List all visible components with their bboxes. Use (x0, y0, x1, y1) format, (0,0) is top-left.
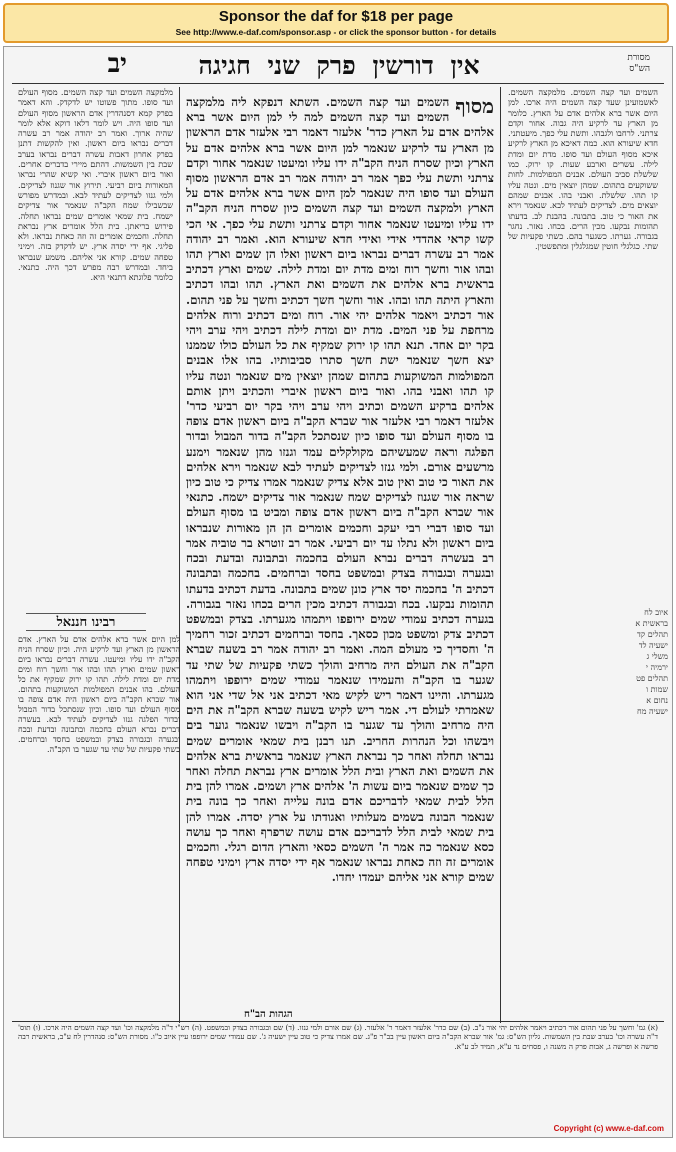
sponsor-banner[interactable] (3, 3, 669, 43)
gemara-first-word: מסוף (455, 95, 494, 118)
footnotes-heading: הגהות הב"ח (244, 1009, 293, 1020)
page-number: יב (107, 49, 127, 79)
masoret-caption: מסורת הש"ס (627, 53, 650, 74)
column-divider-right (500, 87, 501, 1023)
gemara-column (186, 95, 494, 937)
rashi-column: השמים ועד קצה השמים. מלמקצה השמים. לאשמועינן שעד קצה השמים היה ארכו. למן היום אשר ברא אלהים אדם על הארץ. כלומר מן הארץ עד לרקיע היה גבוה. אחור וקדם צרתני. לרחבו ולגבהו. ותשת עלי כפך. מיעטתני. חדא שיעורא הוא. כמה דאיכא מן הארץ לרקיע איכא מסוף העולם ועד סופו. מדת יום ומדת לילה. עשרים וארבע שעות. קו ירוק. כמו שלשלת סביב העולם. אבנים המפולמות. לחות ששוקעים בתהום. שמהן יוצאין מים. ונטה עליו קו תהו. שלשלת. ואבני בהו. אבנים שמהם יוצאים מים. לצדיקים לעתיד לבא. שנאמר וירא את האור כי טוב. בתבונה. בהבנת לב. בדעתו תהומות נבקעו. מכין הרים. בכחו. נאזר. נחגר בגבורה. גערתו. כשגער בהם. כשתי פקעיות של שתי. כגלגלי חוטין שמגלגלין ומתפשטין. (508, 87, 658, 252)
talmud-page (3, 46, 673, 1138)
footnotes: (א) גמ' וחשך על פני תהום אור דכתיב ויאמר אלהים יהי אור נ"ב. (ב) שם כדר' אלעזר דאמר ר' אלעזר. (ג) שם אורם ולמי גנזו. (ד) שם ובגבורה בצדק ובמשפט. (ה) רש"י ד"ה מלמקצה וכו' ועד קצה השמים היה ארכו. (ו) תוס' ד"ה עשרה וכו' בערב שבת בין השמשות. גליון הש"ס: גמ' אור שברא הקב"ה ביום ראשון עיין בב"ר פ"ג. שם אמרו צדיק כי טוב עיין ישעיה ג'. שם עמודי שמים ירופפו עיין איוב כ"ו. מסורת הש"ס: סנהדרין לח ע"ב, בראשית רבה פרשה א ופרשה ג, אבות פרק ה משנה ו, פסחים נד ע"א, תמיד לב ע"א. (18, 1023, 658, 1051)
page-title: אין דורשין פרק שני חגיגה (198, 51, 480, 80)
rabbenu-hananel-title: רבינו חננאל (26, 613, 146, 631)
margin-references: איוב לח בראשית א תהלים קד ישעיה לד משלי ג ירמיה י תהלים פט שמות ו נחום א ישעיה מח (635, 608, 668, 716)
footnotes-rule (12, 1021, 664, 1022)
header-rule (12, 83, 664, 84)
tosafot-column: מלמקצה השמים ועד קצה השמים. מסוף העולם ועד סופו. מתוך פשוטו יש לדקדק. והא דאמר בפרק קמא דסנהדרין אדם הראשון מסוף העולם ועד סופו היה. ויש לומר דלאו דוקא אלא לומר שהיה ארוך. ואמר רב יהודה אמר רב עשרה דברים נבראו ביום ראשון. ואין להקשות דתנן בפרק אחרון דאבות עשרה דברים נבראו בערב שבת בין השמשות. דהתם מיירי בדברים אחרים. ואור ביום ראשון איברי. ואי קשיא שהרי נבראו המאורות ביום רביעי. תירוץ אור שגנוז לצדיקים. ולמי גנזו לצדיקים לעתיד לבא. ובמדרש מפורש שבשבילו שמח הקב"ה שנאמר אור צדיקים ישמח. בית שמאי אומרים שמים נבראו תחלה. פירוש בריאתן. בית הלל אומרים ארץ נבראת תחלה. וחכמים אומרים זה וזה כאחת נבראו. ולא פליגי. אף ידי יסדה ארץ. יש לדקדק בזה. וימיני טפחה שמים. קורא אני אליהם. משמע שנבראו ביחד. ובמדרש רבה מפרש דכך היה. כתנאי. כלומר פלוגתא דתנאי היא. (18, 87, 173, 283)
sponsor-title[interactable]: Sponsor the daf for $18 per page (218, 8, 454, 25)
sponsor-subtitle[interactable]: See http://www.e-daf.com/sponsor.asp - or click the sponsor button - for details (175, 27, 497, 37)
gemara-text: השמים ועד קצה השמים. השתא דנפקא ליה מלמקצה השמים ועד קצה השמים למה לי למן היום אשר ברא אלהים אדם על הארץ כדר' אלעזר דאמר רבי אלעזר אדם הראשון מן הארץ עד לרקיע שנאמר למן היום אשר ברא אלהים אדם על הארץ וכיון שסרח הניח הקב"ה ידו עליו ומיעטו שנאמר אחור וקדם צרתני ותשת עלי כפך אמר רב יהודה אמר רב אדם הראשון מסוף העולם ועד סופו היה שנאמר למן היום אשר ברא אלהים אדם על הארץ ולמקצה השמים ועד קצה השמים כיון שסרח הניח הקב"ה ידו עליו ומיעטו שנאמר אחור וקדם צרתני ותשת עלי כפך. אי הכי קשו קראי אהדדי אידי ואידי חדא שיעורא הוא. ואמר רב יהודה אמר רב עשרה דברים נבראו ביום ראשון ואלו הן שמים וארץ תהו ובהו אור וחשך רוח ומים מדת יום ומדת לילה. שמים וארץ דכתיב בראשית ברא אלהים את השמים ואת הארץ. תהו ובהו דכתיב והארץ היתה תהו ובהו. אור וחשך חשך דכתיב וחשך על פני תהום. אור דכתיב ויאמר אלהים יהי אור. רוח ומים דכתיב ורוח אלהים מרחפת על פני המים. מדת יום ומדת לילה דכתיב ויהי ערב ויהי בקר יום אחד. תנא תהו קו ירוק שמקיף את כל העולם כולו שממנו יצא חשך שנאמר ישת חשך סתרו סביבותיו. בהו אלו אבנים המפולמות המשוקעות בתהום שמהן יוצאין מים שנאמר ונטה עליו קו תהו ואבני בהו. ואור ביום ראשון איברי והכתיב ויתן אותם אלהים ברקיע השמים וכתיב ויהי ערב ויהי בקר יום רביעי כדר' אלעזר דאמר רבי אלעזר אור שברא הקב"ה ביום ראשון אדם צופה בו מסוף העולם ועד סופו כיון שנסתכל הקב"ה בדור המבול ובדור הפלגה וראה שמעשיהם מקולקלים עמד וגנזו מהן שנאמר וימנע מרשעים אורם. ולמי גנזו לצדיקים לעתיד לבא שנאמר וירא אלהים את האור כי טוב ואין טוב אלא צדיק שנאמר אמרו צדיק כי טוב כיון שראה אור שגנוז לצדיקים שמח שנאמר אור צדיקים ישמח. כתנאי אור שברא הקב"ה ביום ראשון אדם צופה ומביט בו מסוף העולם ועד סופו דברי רבי יעקב וחכמים אומרים הן הן מאורות שנבראו ביום ראשון ולא נתלו עד יום רביעי. אמר רב זוטרא בר טוביה אמר רב בעשרה דברים נברא העולם בחכמה ובתבונה ובדעת ובכח ובגערה ובגבורה בצדק ובמשפט בחסד וברחמים. בחכמה ובתבונה דכתיב ה' בחכמה יסד ארץ כונן שמים בתבונה. בדעת דכתיב בדעתו תהומות נבקעו. בכח ובגבורה דכתיב מכין הרים בכחו נאזר בגבורה. בגערה דכתיב עמודי שמים ירופפו ויתמהו מגערתו. בצדק ובמשפט דכתיב צדק ומשפט מכון כסאך. בחסד וברחמים דכתיב זכור רחמיך ה' וחסדיך כי מעולם המה. ואמר רב יהודה אמר רב בשעה שברא הקב"ה את העולם היה מרחיב והולך כשתי פקעיות של שתי עד שגער בו הקב"ה והעמידו שנאמר עמודי שמים ירופפו ויתמהו מגערתו. והיינו דאמר ריש לקיש מאי דכתיב אני אל שדי אני הוא שאמרתי לעולם די. אמר ריש לקיש בשעה שברא הקב"ה את הים היה מרחיב והולך עד שגער בו הקב"ה ויבשו שנאמר גוער בים ויבשהו וכל הנהרות החריב. תנו רבנן בית שמאי אומרים שמים נבראו תחלה ואחר כך נבראת הארץ שנאמר בראשית ברא אלהים את השמים ואת הארץ ובית הלל אומרים ארץ נבראת תחלה ואחר כך שמים שנאמר ביום עשות ה' אלהים ארץ ושמים. אמרו להן בית הלל לבית שמאי לדבריכם אדם בונה עלייה ואחר כך בונה בית שנאמר הבונה בשמים מעלותיו ואגודתו על ארץ יסדה. אמרו להן בית שמאי לבית הלל לדבריכם אדם עושה שרפרף ואחר כך עושה כסא שנאמר כה אמר ה' השמים כסאי והארץ הדום רגלי. וחכמים אומרים זה וזה כאחת נבראו שנאמר אף ידי יסדה ארץ וימיני טפחה שמים קורא אני אליהם יעמדו יחדו. (186, 95, 494, 885)
rabbenu-hananel-column: למן היום אשר ברא אלהים אדם על הארץ. אדם הראשון מן הארץ ועד לרקיע היה. וכיון שסרח הניח הקב"ה ידו עליו ומיעטו. עשרה דברים נבראו ביום ראשון שמים וארץ תהו ובהו אור וחשך רוח ומים מדת יום ומדת לילה. תהו קו ירוק שמקיף את כל העולם. בהו אבנים המפולמות המשוקעות בתהום. אור שברא הקב"ה ביום ראשון היה אדם צופה בו מסוף העולם ועד סופו. וכיון שנסתכל בדור המבול ובדור הפלגה גנזו לצדיקים לעתיד לבא. בעשרה דברים נברא העולם בחכמה ובתבונה ובדעת ובכח ובגערה ובגבורה בצדק ובמשפט בחסד וברחמים. כשתי פקעיות של שתי עד שגער בו הקב"ה. (18, 635, 180, 754)
copyright-link[interactable]: Copyright (c) www.e-daf.com (553, 1124, 664, 1133)
